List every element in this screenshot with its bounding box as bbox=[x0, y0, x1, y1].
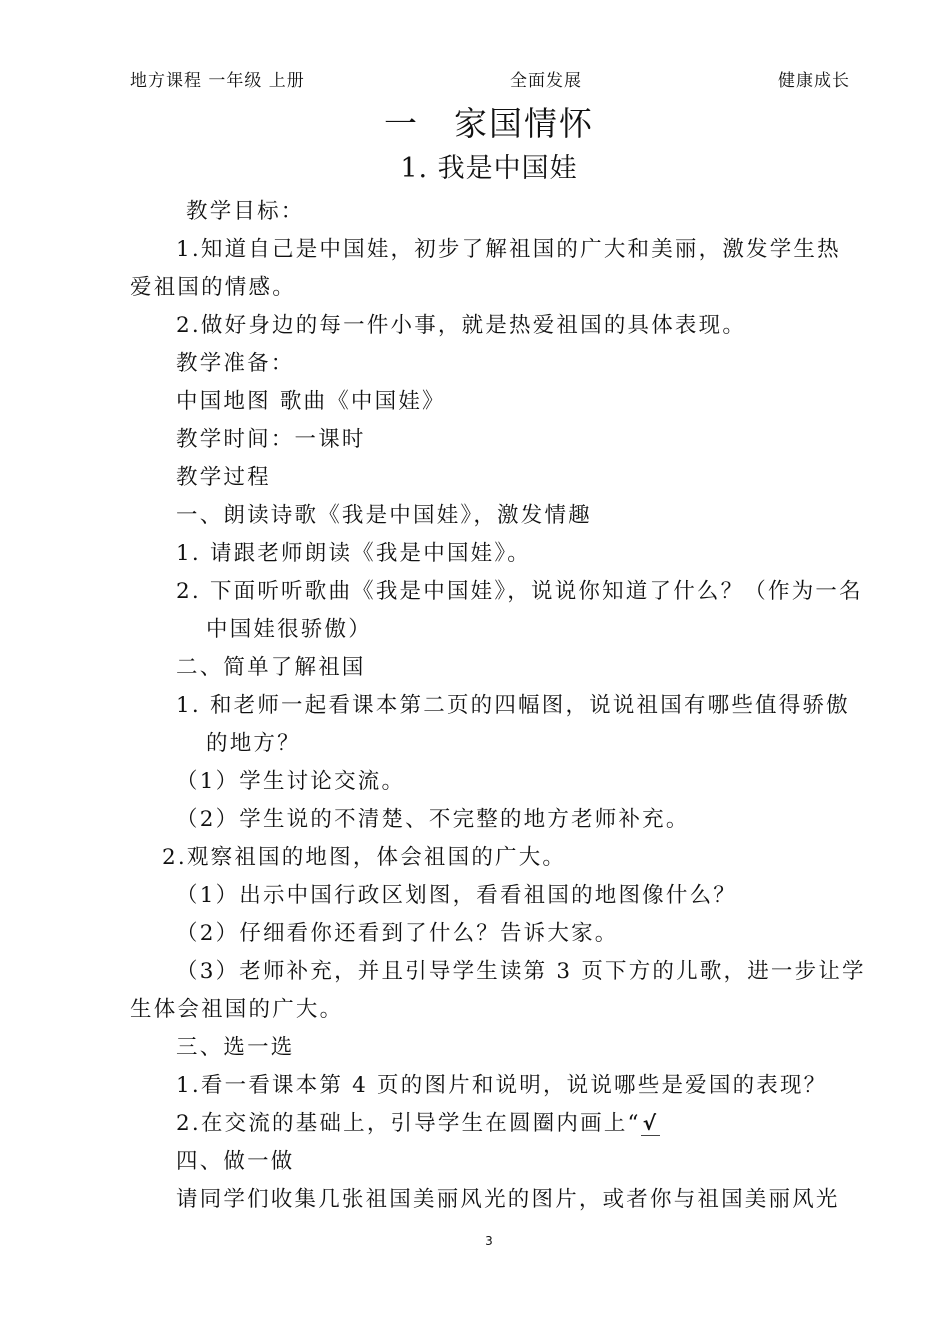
text-line: 中国地图 歌曲《中国娃》 bbox=[176, 389, 446, 414]
text-line-with-check bbox=[176, 1106, 660, 1137]
text-line: 一、朗读诗歌《我是中国娃》，激发情趣 bbox=[176, 503, 592, 528]
page-number: 3 bbox=[485, 1234, 493, 1248]
text-line: 教学时间：一课时 bbox=[176, 427, 366, 452]
text-line: （3）老师补充，并且引导学生读第 3 页下方的儿歌，进一步让学 bbox=[176, 959, 866, 984]
chapter-title: 一 家国情怀 bbox=[384, 104, 594, 143]
text-line: 教学目标： bbox=[186, 199, 305, 224]
text-line: 爱祖国的情感。 bbox=[130, 275, 296, 300]
text-line: 2.在交流的基础上，引导学生在圆圈内画上“ bbox=[176, 1111, 641, 1136]
header-motto-1: 全面发展 bbox=[510, 71, 582, 91]
text-line: （2）学生说的不清楚、不完整的地方老师补充。 bbox=[176, 807, 690, 832]
text-line: 2. 下面听听歌曲《我是中国娃》，说说你知道了什么？（作为一名 bbox=[176, 579, 863, 604]
text-line: 四、做一做 bbox=[176, 1149, 295, 1174]
check-mark-icon: √ bbox=[642, 1111, 659, 1135]
text-line: 2.做好身边的每一件小事，就是热爱祖国的具体表现。 bbox=[176, 313, 747, 338]
text-line: 二、简单了解祖国 bbox=[176, 655, 366, 680]
text-line: 中国娃很骄傲） bbox=[206, 617, 372, 642]
header-course: 地方课程 一年级 上册 bbox=[130, 71, 305, 91]
text-line: 1. 请跟老师朗读《我是中国娃》。 bbox=[176, 541, 531, 566]
text-line: （1）出示中国行政区划图，看看祖国的地图像什么？ bbox=[176, 883, 737, 908]
text-line: 请同学们收集几张祖国美丽风光的图片，或者你与祖国美丽风光 bbox=[176, 1187, 840, 1212]
text-line: 生体会祖国的广大。 bbox=[130, 997, 344, 1022]
header-motto-2: 健康成长 bbox=[778, 71, 850, 91]
text-line: 2.观察祖国的地图，体会祖国的广大。 bbox=[162, 845, 567, 870]
text-line: 的地方？ bbox=[206, 731, 301, 756]
text-line: 1.知道自己是中国娃，初步了解祖国的广大和美丽，激发学生热 bbox=[176, 237, 841, 262]
lesson-title: 1. 我是中国娃 bbox=[400, 153, 578, 184]
text-line: （1）学生讨论交流。 bbox=[176, 769, 406, 794]
text-line: 1.看一看课本第 4 页的图片和说明，说说哪些是爱国的表现？ bbox=[176, 1073, 828, 1098]
text-line: 教学准备： bbox=[176, 351, 295, 376]
text-line: 教学过程 bbox=[176, 465, 271, 490]
page-header bbox=[130, 66, 850, 92]
text-line: 1. 和老师一起看课本第二页的四幅图，说说祖国有哪些值得骄傲 bbox=[176, 693, 850, 718]
text-line: （2）仔细看你还看到了什么？告诉大家。 bbox=[176, 921, 619, 946]
text-line: 三、选一选 bbox=[176, 1035, 295, 1060]
